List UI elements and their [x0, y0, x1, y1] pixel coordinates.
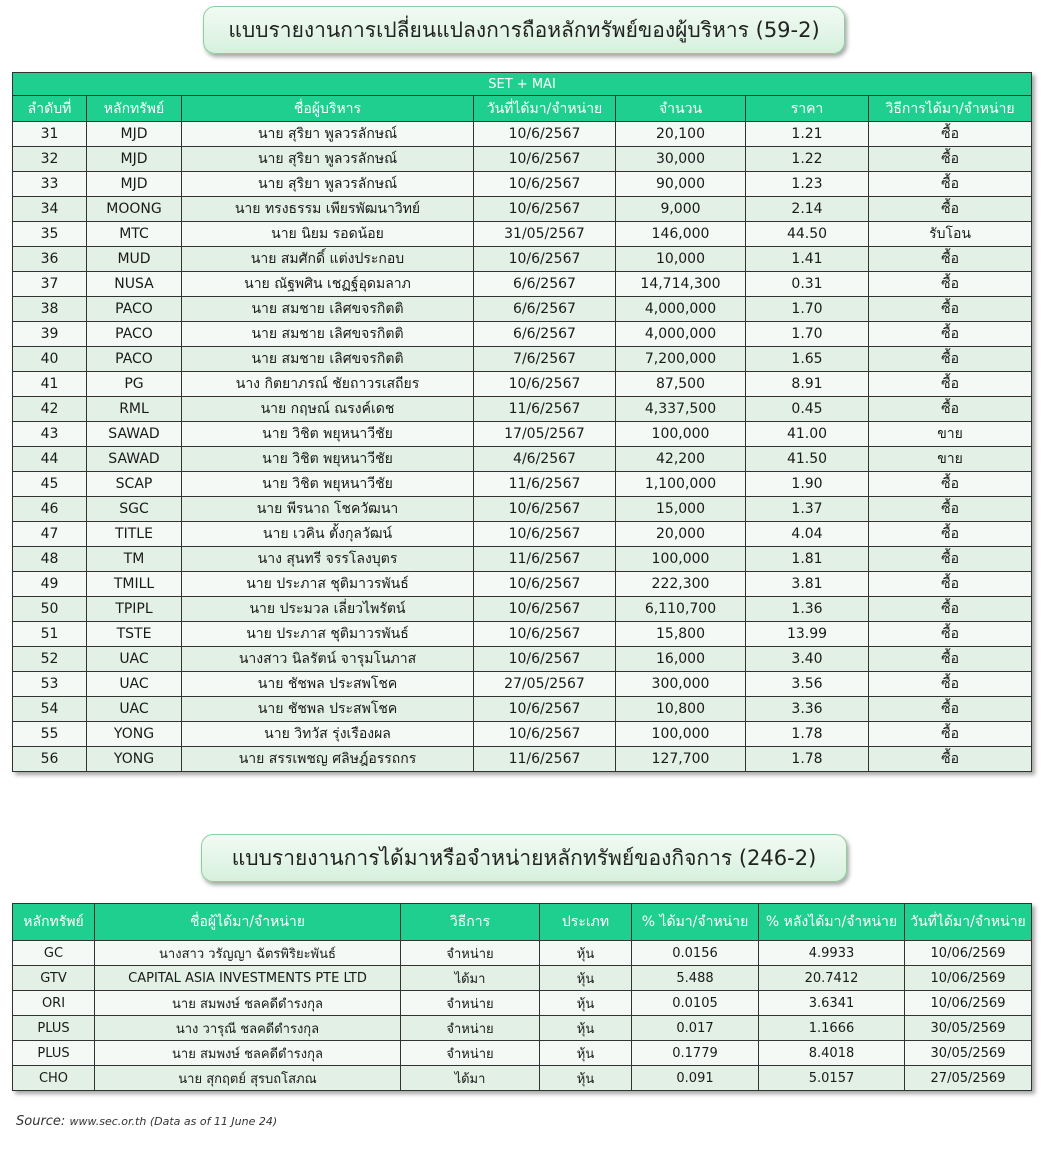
table-cell: 30/05/2569 — [905, 1016, 1032, 1041]
table-cell: 38 — [13, 297, 87, 322]
table-cell: 20,000 — [616, 522, 746, 547]
table-row — [13, 547, 1032, 572]
table-cell: 0.45 — [746, 397, 869, 422]
table-cell: ORI — [13, 991, 95, 1016]
table-row — [13, 347, 1032, 372]
table-cell: 0.1779 — [632, 1041, 759, 1066]
table-cell: นาย ณัฐพศิน เชฏฐ์อุดมลาภ — [182, 272, 474, 297]
table-row — [13, 247, 1032, 272]
table-cell: หุ้น — [540, 966, 632, 991]
table-cell: 41.00 — [746, 422, 869, 447]
table-cell: จำหน่าย — [401, 941, 540, 966]
table-cell: ซื้อ — [869, 172, 1032, 197]
table-cell: SAWAD — [87, 447, 182, 472]
table-cell: นาย สมศักดิ์ แต่งประกอบ — [182, 247, 474, 272]
table-cell: หุ้น — [540, 1041, 632, 1066]
table-row — [13, 622, 1032, 647]
table-cell: จำหน่าย — [401, 1041, 540, 1066]
table-header-row — [13, 96, 1032, 122]
table-cell: 10/6/2567 — [474, 722, 616, 747]
section2-title: แบบรายงานการได้มาหรือจำหน่ายหลักทรัพย์ของกิจการ (246-2) — [201, 834, 847, 882]
company-acquisition-table — [12, 903, 1032, 1091]
table-cell: นาย วิชิต พยุหนาวีชัย — [182, 472, 474, 497]
table-cell: นาย สุริยา พูลวรลักษณ์ — [182, 122, 474, 147]
table-cell: หุ้น — [540, 941, 632, 966]
table-cell: 10/6/2567 — [474, 197, 616, 222]
table-cell: 3.36 — [746, 697, 869, 722]
executive-holdings-table — [12, 72, 1032, 772]
table-row — [13, 397, 1032, 422]
table-cell: MJD — [87, 122, 182, 147]
table-cell: นาย ประมวล เลี่ยวไพรัตน์ — [182, 597, 474, 622]
table-cell: 1,100,000 — [616, 472, 746, 497]
table-cell: 6/6/2567 — [474, 272, 616, 297]
table-cell: นาง วารุณี ชลคดีดำรงกุล — [95, 1016, 401, 1041]
table-cell: ซื้อ — [869, 397, 1032, 422]
column-header: หลักทรัพย์ — [87, 96, 182, 122]
table-cell: นาย สมพงษ์ ชลคดีดำรงกุล — [95, 1041, 401, 1066]
table-cell: นาย ชัชพล ประสพโชค — [182, 697, 474, 722]
table-cell: RML — [87, 397, 182, 422]
table-cell: นาย กฤษณ์ ณรงค์เดช — [182, 397, 474, 422]
table-cell: ได้มา — [401, 1066, 540, 1091]
table-cell: 4,000,000 — [616, 322, 746, 347]
table-cell: 10/6/2567 — [474, 122, 616, 147]
table-cell: 30,000 — [616, 147, 746, 172]
table-cell: 45 — [13, 472, 87, 497]
table-cell: 1.78 — [746, 747, 869, 772]
table-cell: PACO — [87, 347, 182, 372]
table-cell: 1.65 — [746, 347, 869, 372]
table-cell: 51 — [13, 622, 87, 647]
column-header: ราคา — [746, 96, 869, 122]
table-cell: 10/6/2567 — [474, 622, 616, 647]
table-cell: 4.9933 — [759, 941, 905, 966]
table-cell: 49 — [13, 572, 87, 597]
table-cell: 1.70 — [746, 322, 869, 347]
table-row — [13, 472, 1032, 497]
table-row — [13, 572, 1032, 597]
table-cell: 0.017 — [632, 1016, 759, 1041]
table-cell: ซื้อ — [869, 247, 1032, 272]
table-cell: นาย สุริยา พูลวรลักษณ์ — [182, 172, 474, 197]
column-header: วิธีการ — [401, 904, 540, 941]
table-cell: ซื้อ — [869, 497, 1032, 522]
table-cell: UAC — [87, 672, 182, 697]
table-cell: 42,200 — [616, 447, 746, 472]
table-cell: 7/6/2567 — [474, 347, 616, 372]
table-cell: 52 — [13, 647, 87, 672]
table-cell: 10/6/2567 — [474, 497, 616, 522]
table-cell: 87,500 — [616, 372, 746, 397]
table-row — [13, 172, 1032, 197]
table-cell: PACO — [87, 322, 182, 347]
table-cell: 3.81 — [746, 572, 869, 597]
table-row — [13, 991, 1032, 1016]
table-cell: 56 — [13, 747, 87, 772]
table-cell: ซื้อ — [869, 522, 1032, 547]
table-row — [13, 122, 1032, 147]
table-cell: 54 — [13, 697, 87, 722]
table-row — [13, 722, 1032, 747]
table-cell: 10/6/2567 — [474, 147, 616, 172]
table-cell: จำหน่าย — [401, 1016, 540, 1041]
column-header: ลำดับที่ — [13, 96, 87, 122]
table-cell: 41 — [13, 372, 87, 397]
table-cell: MJD — [87, 147, 182, 172]
table-cell: ซื้อ — [869, 322, 1032, 347]
table-cell: UAC — [87, 647, 182, 672]
table-cell: 10/6/2567 — [474, 697, 616, 722]
table-cell: นาย ชัชพล ประสพโชค — [182, 672, 474, 697]
table-cell: หุ้น — [540, 1016, 632, 1041]
table-cell: 47 — [13, 522, 87, 547]
table-cell: 40 — [13, 347, 87, 372]
table-row — [13, 966, 1032, 991]
table-cell: 6/6/2567 — [474, 322, 616, 347]
table-row — [13, 697, 1032, 722]
table-cell: ซื้อ — [869, 472, 1032, 497]
column-header: % หลังได้มา/จำหน่าย — [759, 904, 905, 941]
table-cell: ซื้อ — [869, 297, 1032, 322]
table-cell: 20.7412 — [759, 966, 905, 991]
table-cell: 36 — [13, 247, 87, 272]
table-cell: ขาย — [869, 447, 1032, 472]
table-cell: 5.0157 — [759, 1066, 905, 1091]
table-cell: 3.6341 — [759, 991, 905, 1016]
table-cell: 10/6/2567 — [474, 247, 616, 272]
table-row — [13, 1066, 1032, 1091]
table-cell: จำหน่าย — [401, 991, 540, 1016]
table-cell: 10/06/2569 — [905, 966, 1032, 991]
table-cell: 0.091 — [632, 1066, 759, 1091]
source-text: www.sec.or.th (Data as of 11 June 24) — [69, 1115, 278, 1128]
table-cell: TM — [87, 547, 182, 572]
table-cell: MJD — [87, 172, 182, 197]
table-cell: 10/6/2567 — [474, 647, 616, 672]
table-cell: ซื้อ — [869, 647, 1032, 672]
source-note — [16, 1114, 277, 1129]
table-row — [13, 672, 1032, 697]
market-band: SET + MAI — [13, 73, 1032, 96]
table-cell: SGC — [87, 497, 182, 522]
column-header: ชื่อผู้ได้มา/จำหน่าย — [95, 904, 401, 941]
table-row — [13, 372, 1032, 397]
column-header: จำนวน — [616, 96, 746, 122]
table-row — [13, 597, 1032, 622]
table-cell: 8.4018 — [759, 1041, 905, 1066]
table-cell: CHO — [13, 1066, 95, 1091]
table-row — [13, 497, 1032, 522]
table-cell: ซื้อ — [869, 747, 1032, 772]
table-cell: 4,337,500 — [616, 397, 746, 422]
table-cell: MOONG — [87, 197, 182, 222]
column-header: ประเภท — [540, 904, 632, 941]
table-cell: นาย สุกฤตย์ สุรบถโสภณ — [95, 1066, 401, 1091]
table-cell: 0.0105 — [632, 991, 759, 1016]
table-row — [13, 522, 1032, 547]
table-cell: นาย สมชาย เลิศขจรกิตติ — [182, 322, 474, 347]
table-cell: 27/05/2569 — [905, 1066, 1032, 1091]
table-cell: 3.40 — [746, 647, 869, 672]
table-cell: 44.50 — [746, 222, 869, 247]
table-cell: นาง กิตยาภรณ์ ชัยถาวรเสถียร — [182, 372, 474, 397]
table-cell: นางสาว วรัญญา ฉัตรพิริยะพันธ์ — [95, 941, 401, 966]
table-cell: 15,800 — [616, 622, 746, 647]
table-cell: 1.78 — [746, 722, 869, 747]
table-cell: นาย นิยม รอดน้อย — [182, 222, 474, 247]
table-cell: 10/6/2567 — [474, 597, 616, 622]
table-cell: 1.37 — [746, 497, 869, 522]
table-cell: นาย ประภาส ชุติมาวรพันธ์ — [182, 622, 474, 647]
table-cell: 10/6/2567 — [474, 572, 616, 597]
table-cell: YONG — [87, 722, 182, 747]
table-cell: ซื้อ — [869, 572, 1032, 597]
section1-title: แบบรายงานการเปลี่ยนแปลงการถือหลักทรัพย์ของผู้บริหาร (59-2) — [203, 6, 845, 54]
table-cell: 9,000 — [616, 197, 746, 222]
table-cell: นาย สุริยา พูลวรลักษณ์ — [182, 147, 474, 172]
table-cell: MUD — [87, 247, 182, 272]
column-header: % ได้มา/จำหน่าย — [632, 904, 759, 941]
table-cell: GTV — [13, 966, 95, 991]
table-cell: นาย สมชาย เลิศขจรกิตติ — [182, 347, 474, 372]
table-cell: 48 — [13, 547, 87, 572]
table-cell: 30/05/2569 — [905, 1041, 1032, 1066]
table-cell: 31 — [13, 122, 87, 147]
table-cell: 10/6/2567 — [474, 172, 616, 197]
table-cell: 44 — [13, 447, 87, 472]
table-cell: 4,000,000 — [616, 297, 746, 322]
table-cell: 17/05/2567 — [474, 422, 616, 447]
table-cell: นาย ทรงธรรม เพียรพัฒนาวิทย์ — [182, 197, 474, 222]
table-cell: ซื้อ — [869, 272, 1032, 297]
table-cell: TITLE — [87, 522, 182, 547]
column-header: หลักทรัพย์ — [13, 904, 95, 941]
table-cell: หุ้น — [540, 991, 632, 1016]
table-cell: 0.0156 — [632, 941, 759, 966]
table-cell: รับโอน — [869, 222, 1032, 247]
table-cell: 1.90 — [746, 472, 869, 497]
table-row — [13, 222, 1032, 247]
table-cell: 10/06/2569 — [905, 991, 1032, 1016]
table-cell: MTC — [87, 222, 182, 247]
table-row — [13, 422, 1032, 447]
table-row — [13, 1041, 1032, 1066]
table-cell: 33 — [13, 172, 87, 197]
table-cell: 2.14 — [746, 197, 869, 222]
table-cell: TMILL — [87, 572, 182, 597]
table-cell: 15,000 — [616, 497, 746, 522]
table-cell: 42 — [13, 397, 87, 422]
table-cell: 300,000 — [616, 672, 746, 697]
table-cell: 4/6/2567 — [474, 447, 616, 472]
table-cell: 1.21 — [746, 122, 869, 147]
table-row — [13, 941, 1032, 966]
table-cell: นาง สุนทรี จรรโลงบุตร — [182, 547, 474, 572]
table-cell: ซื้อ — [869, 122, 1032, 147]
table-cell: นาย วิชิต พยุหนาวีชัย — [182, 447, 474, 472]
table-row — [13, 747, 1032, 772]
table-cell: นาย เวคิน ตั้งกุลวัฒน์ — [182, 522, 474, 547]
table-cell: 55 — [13, 722, 87, 747]
table-cell: 10/6/2567 — [474, 522, 616, 547]
table-cell: PG — [87, 372, 182, 397]
table-cell: 37 — [13, 272, 87, 297]
table-cell: 50 — [13, 597, 87, 622]
table-row — [13, 647, 1032, 672]
table-cell: นาย สมพงษ์ ชลคดีดำรงกุล — [95, 991, 401, 1016]
table-cell: หุ้น — [540, 1066, 632, 1091]
table-cell: 10/06/2569 — [905, 941, 1032, 966]
table-cell: 127,700 — [616, 747, 746, 772]
table-cell: 53 — [13, 672, 87, 697]
table-row — [13, 1016, 1032, 1041]
table-cell: 100,000 — [616, 722, 746, 747]
table-cell: 146,000 — [616, 222, 746, 247]
table-cell: 100,000 — [616, 422, 746, 447]
table-cell: ขาย — [869, 422, 1032, 447]
table-row — [13, 147, 1032, 172]
table-cell: 1.41 — [746, 247, 869, 272]
table-cell: PLUS — [13, 1041, 95, 1066]
table-cell: 8.91 — [746, 372, 869, 397]
table-row — [13, 272, 1032, 297]
table-cell: นางสาว นิลรัตน์ จารุมโนภาส — [182, 647, 474, 672]
table-cell: ซื้อ — [869, 547, 1032, 572]
table-row — [13, 297, 1032, 322]
table-cell: 11/6/2567 — [474, 747, 616, 772]
table-cell: นาย ประภาส ชุติมาวรพันธ์ — [182, 572, 474, 597]
table-cell: 10,800 — [616, 697, 746, 722]
table-cell: TSTE — [87, 622, 182, 647]
table-cell: ซื้อ — [869, 372, 1032, 397]
table-cell: 27/05/2567 — [474, 672, 616, 697]
table-cell: นาย สมชาย เลิศขจรกิตติ — [182, 297, 474, 322]
table-cell: 41.50 — [746, 447, 869, 472]
table-cell: 31/05/2567 — [474, 222, 616, 247]
table-cell: 32 — [13, 147, 87, 172]
table-cell: 11/6/2567 — [474, 472, 616, 497]
table-cell: ซื้อ — [869, 197, 1032, 222]
table-cell: 3.56 — [746, 672, 869, 697]
table-cell: SAWAD — [87, 422, 182, 447]
table-cell: 1.81 — [746, 547, 869, 572]
table-cell: ซื้อ — [869, 697, 1032, 722]
table-cell: 6,110,700 — [616, 597, 746, 622]
table-cell: ซื้อ — [869, 147, 1032, 172]
table-cell: YONG — [87, 747, 182, 772]
table-cell: 43 — [13, 422, 87, 447]
table-cell: 7,200,000 — [616, 347, 746, 372]
column-header: วันที่ได้มา/จำหน่าย — [474, 96, 616, 122]
table-cell: 6/6/2567 — [474, 297, 616, 322]
table-cell: NUSA — [87, 272, 182, 297]
table-cell: 11/6/2567 — [474, 397, 616, 422]
table-cell: 10,000 — [616, 247, 746, 272]
table-cell: นาย พีรนาถ โชควัฒนา — [182, 497, 474, 522]
table-cell: 1.23 — [746, 172, 869, 197]
table-cell: ได้มา — [401, 966, 540, 991]
table-cell: นาย วิทวัส รุ่งเรืองผล — [182, 722, 474, 747]
table-cell: 34 — [13, 197, 87, 222]
table-cell: 1.36 — [746, 597, 869, 622]
table-cell: 100,000 — [616, 547, 746, 572]
table-cell: 1.1666 — [759, 1016, 905, 1041]
table-cell: 4.04 — [746, 522, 869, 547]
table-cell: ซื้อ — [869, 622, 1032, 647]
table-cell: 1.70 — [746, 297, 869, 322]
column-header: ชื่อผู้บริหาร — [182, 96, 474, 122]
source-label: Source: — [16, 1114, 66, 1129]
table-row — [13, 447, 1032, 472]
table-cell: นาย วิชิต พยุหนาวีชัย — [182, 422, 474, 447]
table-cell: PACO — [87, 297, 182, 322]
column-header: วันที่ได้มา/จำหน่าย — [905, 904, 1032, 941]
table-cell: ซื้อ — [869, 597, 1032, 622]
table-cell: CAPITAL ASIA INVESTMENTS PTE LTD — [95, 966, 401, 991]
table-cell: ซื้อ — [869, 672, 1032, 697]
table-cell: 20,100 — [616, 122, 746, 147]
table-cell: 35 — [13, 222, 87, 247]
table-row — [13, 322, 1032, 347]
table-row — [13, 197, 1032, 222]
table-cell: 46 — [13, 497, 87, 522]
table-cell: 90,000 — [616, 172, 746, 197]
table-cell: 222,300 — [616, 572, 746, 597]
table-cell: TPIPL — [87, 597, 182, 622]
table-cell: 14,714,300 — [616, 272, 746, 297]
table-cell: UAC — [87, 697, 182, 722]
table-cell: 11/6/2567 — [474, 547, 616, 572]
table-cell: 0.31 — [746, 272, 869, 297]
table-cell: นาย สรรเพชญ ศลิษฎ์อรรถกร — [182, 747, 474, 772]
table-cell: 1.22 — [746, 147, 869, 172]
table-cell: 39 — [13, 322, 87, 347]
table-cell: 13.99 — [746, 622, 869, 647]
table-cell: GC — [13, 941, 95, 966]
table-cell: ซื้อ — [869, 722, 1032, 747]
table-cell: 10/6/2567 — [474, 372, 616, 397]
table-cell: SCAP — [87, 472, 182, 497]
table-cell: 5.488 — [632, 966, 759, 991]
column-header: วิธีการได้มา/จำหน่าย — [869, 96, 1032, 122]
table-cell: PLUS — [13, 1016, 95, 1041]
table-header-row — [13, 904, 1032, 941]
table-cell: ซื้อ — [869, 347, 1032, 372]
table-cell: 16,000 — [616, 647, 746, 672]
